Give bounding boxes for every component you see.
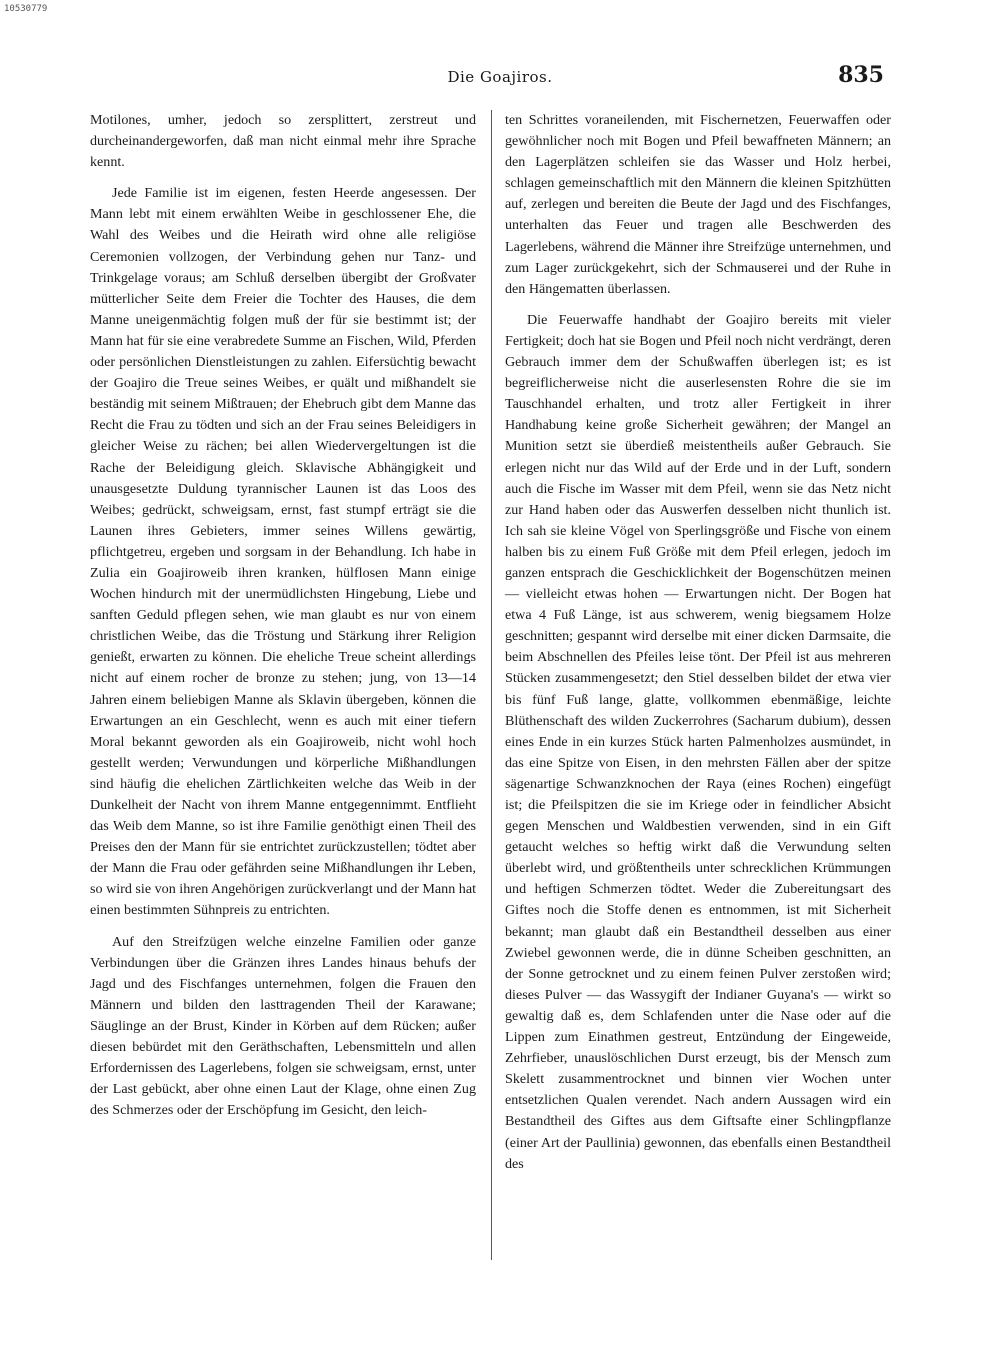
column-divider (491, 110, 492, 1260)
left-column (90, 110, 476, 1121)
paragraph: ten Schrittes voraneilenden, mit Fischernetzen, Feuerwaffen oder gewöhnlicher noch mit Bogen und Pfeil bewaffneten Männern; an den Lagerplätzen schleifen sie das Wasser und Holz herbei, schlagen gemeinschaftlich mit den Männern die kleinen Spitzhütten auf, zerlegen und bereiten die Beute der Jagd und des Fischfanges, unterhalten das Feuer und tragen alle Beschwerden des Lagerlebens, während die Männer ihre Streifzüge unternehmen, und zum Lager zurückgekehrt, sich der Schmauserei und der Ruhe in den Hängematten überlassen. (505, 112, 891, 297)
paragraph: Auf den Streifzügen welche einzelne Familien oder ganze Verbindungen über die Gränzen ihres Landes hinaus behufs der Jagd und des Fischfanges unternehmen, folgen die Frauen den Männern und bilden den lasttragenden Theil der Karawane; Säuglinge an der Brust, Kinder in Körben auf dem Rücken; außer diesen bebürdet mit den Geräthschaften, Lebensmitteln und allen Erfordernissen des Lagerlebens, folgen sie schweigsam, ernst, unter der Last gebückt, aber ohne einen Laut der Klage, ohne einen Zug des Schmerzes oder der Erschöpfung im Gesicht, den leich- (90, 933, 476, 1119)
paragraph: Motilones, umher, jedoch so zersplittert, zerstreut und durcheinandergeworfen, daß man nicht einmal mehr ihre Sprache kennt. (90, 112, 476, 171)
scan-id: 10530779 (4, 4, 48, 14)
page-number: 835 (838, 62, 884, 88)
paragraph: Die Feuerwaffe handhabt der Goajiro bereits mit vieler Fertigkeit; doch hat sie Bogen und Pfeil noch nicht verdrängt, deren Gebrauch immer dem der Schußwaffen überlegen ist; es ist begreiflicherweise nicht die auserlesensten Rohre die sie im Tauschhandel erhalten, und trotz aller Fertigkeit in ihrer Handhabung keine große Sicherheit gewähren; der Mangel an Munition setzt sie überdieß meistentheils außer Gebrauch. Sie erlegen nicht nur das Wild auf der Erde und in der Luft, sondern auch die Fische im Wasser mit dem Pfeil, wenn sie das Netz nicht zur Hand haben oder das Auswerfen desselben nicht thunlich ist. Ich sah sie kleine Vögel von Sperlingsgröße und Fische von einem halben bis zu einem Fuß Größe mit dem Pfeil erlegen, jedoch im ganzen entsprach die Geschicklichkeit der Bogenschützen meinen — vielleicht etwas hohen — Erwartungen nicht. Der Bogen hat etwa 4 Fuß Länge, ist aus schwerem, wenig biegsamem Holze geschnitten; gespannt wird derselbe mit einer dicken Darmsaite, die beim Abschnellen des Pfeiles leise tönt. Der Pfeil ist aus mehreren Stücken zusammengesetzt; den Stiel desselben bildet der etwa vier bis fünf Fuß lange, glatte, vollkommen ebenmäßige, leichte Blüthenschaft des wilden Zuckerrohres (Sacharum dubium), dessen eines Ende in ein kurzes Stück harten Palmenholzes ausmündet, in das eine Spitze von Eisen, in den mehrsten Fällen aber der spitze sägenartige Schwanzknochen der Raya (eines Rochen) eingefügt ist; die Pfeilspitzen die sie im Kriege oder in feindlicher Absicht gegen Menschen und Waldbestien verwenden, sind in ein Gift getaucht welches so heftig wirkt daß die Verwundung selten überlebt wird, und größtentheils unter schrecklichen Krümmungen und heftigen Schmerzen tödtet. Weder die Zubereitungsart des Giftes noch die Stoffe denen es entnommen, ist mit Sicherheit bekannt; man glaubt daß ein Bestandtheil desselben aus einer Zwiebel gewonnen werde, die in dünne Scheiben geschnitten, an der Sonne getrocknet und zu einem feinen Pulver zerstoßen wird; dieses Pulver — das Wassygift der Indianer Guyana's — wirkt so gewaltig daß es, dem Schlafenden unter die Nase oder auf die Lippen zum Einathmen gestreut, Entzündung der Eingeweide, Zehrfieber, unauslöschlichen Durst erzeugt, bis der Mensch zum Skelett zusammentrocknet und binnen vier Wochen unter entsetzlichen Qualen verendet. Nach andern Aussagen wird ein Bestandtheil des Giftes aus dem Giftsafte einer Schlingpflanze (einer Art der Paullinia) gewonnen, das ebenfalls einen Bestandtheil des (505, 311, 891, 1172)
running-title: Die Goajiros. (447, 68, 553, 86)
paragraph: Jede Familie ist im eigenen, festen Heerde angesessen. Der Mann lebt mit einem erwählten Weibe in geschlossener Ehe, die Wahl des Weibes und die Heirath wird ohne alle religiöse Ceremonien vollzogen, der Verbindung gehen nur Tanz- und Trinkgelage voraus; am Schluß derselben übergibt der Großvater mütterlicher Seite dem Freier die Tochter des Hauses, die dem Manne uneigenmächtig folgen muß der für sie bestimmt ist; der Mann hat für sie eine verabredete Summe an Fischen, Wild, Pferden oder persönlichen Dienstleistungen zu zahlen. Eifersüchtig bewacht der Goajiro die Treue seines Weibes, er quält und mißhandelt sie beständig mit seinem Mißtrauen; der Ehebruch gibt dem Manne das Recht die Frau zu tödten und sich an der Frau seines Beleidigers in gleicher Weise zu rächen; bei allen Wiedervergeltungen ist die Rache der Beleidigung gleich. Sklavische Abhängigkeit und unausgesetzte Duldung tyrannischer Launen ist das Loos des Weibes; gedrückt, schweigsam, ernst, fast stumpf erträgt sie die Launen ihres Gebieters, immer seines Willens gewärtig, pflichtgetreu, ergeben und sorgsam in der Behandlung. Ich habe in Zulia ein Goajiroweib ihren kranken, hülflosen Mann einige Wochen hindurch mit der unermüdlichsten Hingebung, Liebe und sanften Geduld pflegen sehen, wie man glaubt es nur von einem christlichen Weibe, das die Tröstung und Stärkung ihrer Religion genießt, erwarten zu können. Die eheliche Treue scheint allerdings nicht auf einem rocher de bronze zu stehen; jung, von 13—14 Jahren einem beliebigen Manne als Sklavin übergeben, können die Erwartungen an ein Geschlecht, wenn es auch mit einer tiefern Moral bekannt geworden als ein Goajiroweib, nicht wohl hoch gestellt werden; Verwundungen und körperliche Mißhandlungen sind häufig die ehelichen Zärtlichkeiten welche das Weib in der Dunkelheit der Nacht von ihrem Manne entgegennimmt. Entflieht das Weib dem Manne, so ist ihre Familie genöthigt einen Theil des Preises den der Mann für sie entrichtet zurückzustellen; tödtet aber der Mann die Frau oder gefährden seine Mißhandlungen ihr Leben, so wird sie von ihren Angehörigen zurückverlangt und der Mann hat einen bestimmten Sühnpreis zu entrichten. (90, 185, 476, 919)
right-column (505, 110, 891, 1175)
